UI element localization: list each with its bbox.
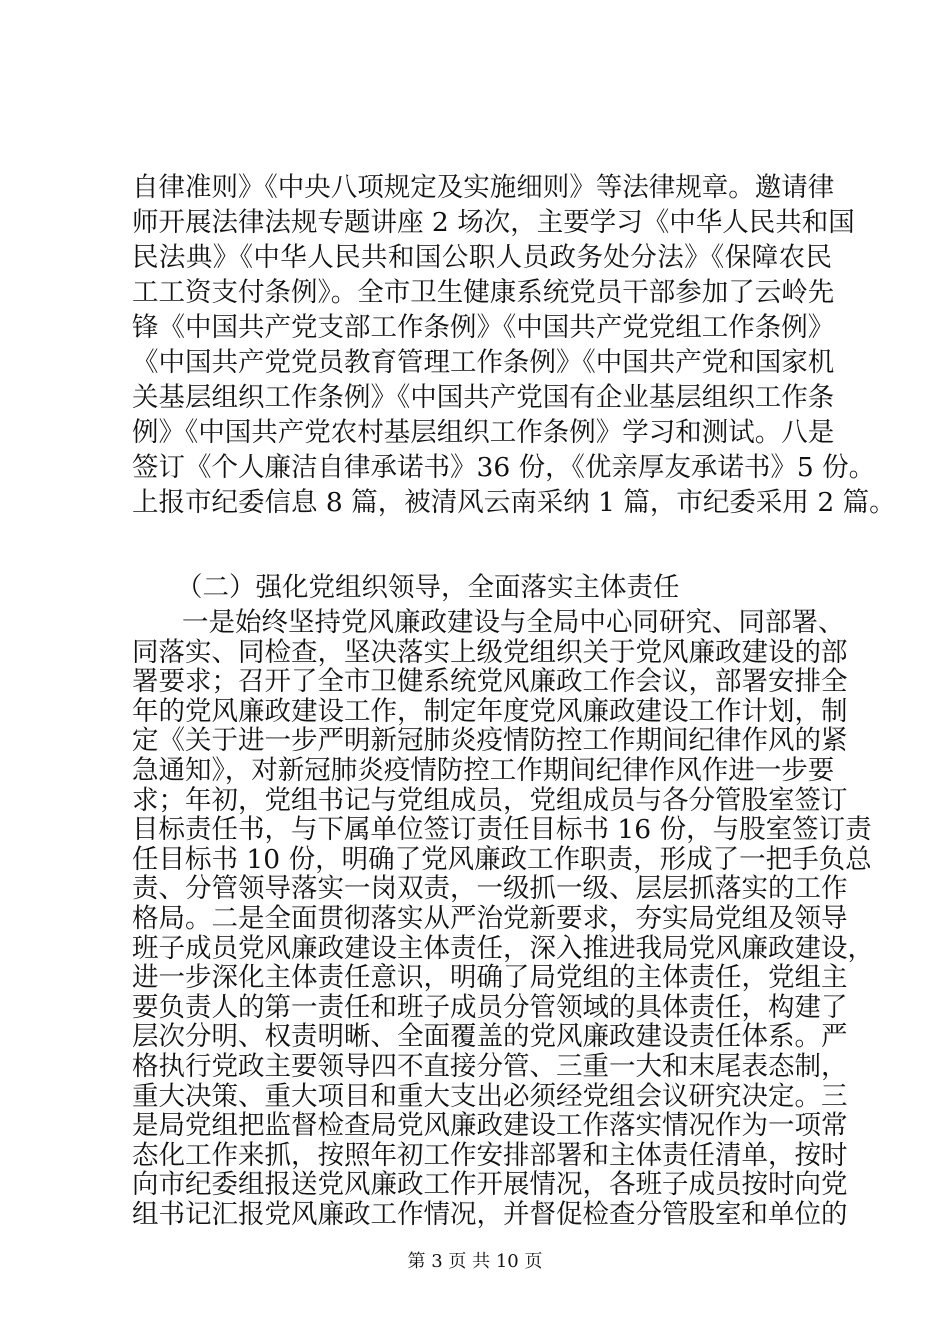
paragraph-line: 锋《中国共产党支部工作条例》《中国共产党党组工作条例》 [132,312,835,343]
paragraph-line: 年的党风廉政建设工作，制定年度党风廉政建设工作计划，制 [132,695,848,727]
paragraph-line: 急通知》，对新冠肺炎疫情防控工作期间纪律作风作进一步要 [132,755,835,786]
paragraph-line: 班子成员党风廉政建设主体责任，深入推进我局党风廉政建设， [132,932,874,964]
paragraph-line: 求；年初，党组书记与党组成员，党组成员与各分管股室签订 [132,784,848,816]
paragraph-line: 民法典》《中华人民共和国公职人员政务处分法》《保障农民 [132,242,832,273]
paragraph-line: 工工资支付条例》。全市卫生健康系统党员干部参加了云岭先 [132,277,835,308]
paragraph-line: 组书记汇报党风廉政工作情况，并督促检查分管股室和单位的 [132,1199,848,1230]
paragraph-line: 定《关于进一步严明新冠肺炎疫情防控工作期间纪律作风的紧 [132,725,848,757]
paragraph-line: 目标责任书，与下属单位签订责任目标书 16 份，与股室签订责 [132,814,872,846]
paragraph-line: 签订《个人廉洁自律承诺书》36 份，《优亲厚友承诺书》5 份。 [132,452,876,483]
paragraph-line: 关基层组织工作条例》《中国共产党国有企业基层组织工作条 [132,382,835,413]
paragraph-line: 例》《中国共产党农村基层组织工作条例》学习和测试。八是 [132,417,835,448]
paragraph-line: 要负责人的第一责任和班子成员分管领域的具体责任，构建了 [132,991,848,1023]
paragraph-line: 《中国共产党党员教育管理工作条例》《中国共产党和国家机 [132,347,835,378]
paragraph-line: 进一步深化主体责任意识，明确了局党组的主体责任，党组主 [132,962,848,994]
page-footer: 第 3 页 共 10 页 [407,1251,543,1272]
paragraph-line: 格局。二是全面贯彻落实从严治党新要求，夯实局党组及领导 [132,903,848,934]
paragraph-line: 师开展法律法规专题讲座 2 场次，主要学习《中华人民共和国 [132,207,855,238]
paragraph-line: 责、分管领导落实一岗双责，一级抓一级、层层抓落实的工作 [132,873,848,905]
paragraph-line: 重大决策、重大项目和重大支出必须经党组会议研究决定。三 [132,1080,848,1112]
paragraph-line: 态化工作来抓，按照年初工作安排部署和主体责任清单，按时 [132,1139,848,1171]
paragraph-line: 同落实、同检查，坚决落实上级党组织关于党风廉政建设的部 [132,636,848,668]
paragraph-line: 层次分明、权责明晰、全面覆盖的党风廉政建设责任体系。严 [132,1021,848,1053]
paragraph-line: 向市纪委组报送党风廉政工作开展情况，各班子成员按时向党 [132,1169,848,1201]
section-heading: （二）强化党组织领导，全面落实主体责任 [176,572,680,603]
paragraph-line: 上报市纪委信息 8 篇，被清风云南采纳 1 篇，市纪委采用 2 篇。 [132,487,896,518]
paragraph-line: 署要求；召开了全市卫健系统党风廉政工作会议，部署安排全 [132,666,848,698]
paragraph-line: 自律准则》《中央八项规定及实施细则》等法律规章。邀请律 [132,172,835,203]
paragraph-line: 格执行党政主要领导四不直接分管、三重一大和末尾表态制， [132,1051,848,1082]
paragraph-line: 是局党组把监督检查局党风廉政建设工作落实情况作为一项常 [132,1110,848,1142]
paragraph-line: 一是始终坚持党风廉政建设与全局中心同研究、同部署、 [182,607,845,638]
paragraph-line: 任目标书 10 份，明确了党风廉政工作职责，形成了一把手负总 [132,843,872,875]
